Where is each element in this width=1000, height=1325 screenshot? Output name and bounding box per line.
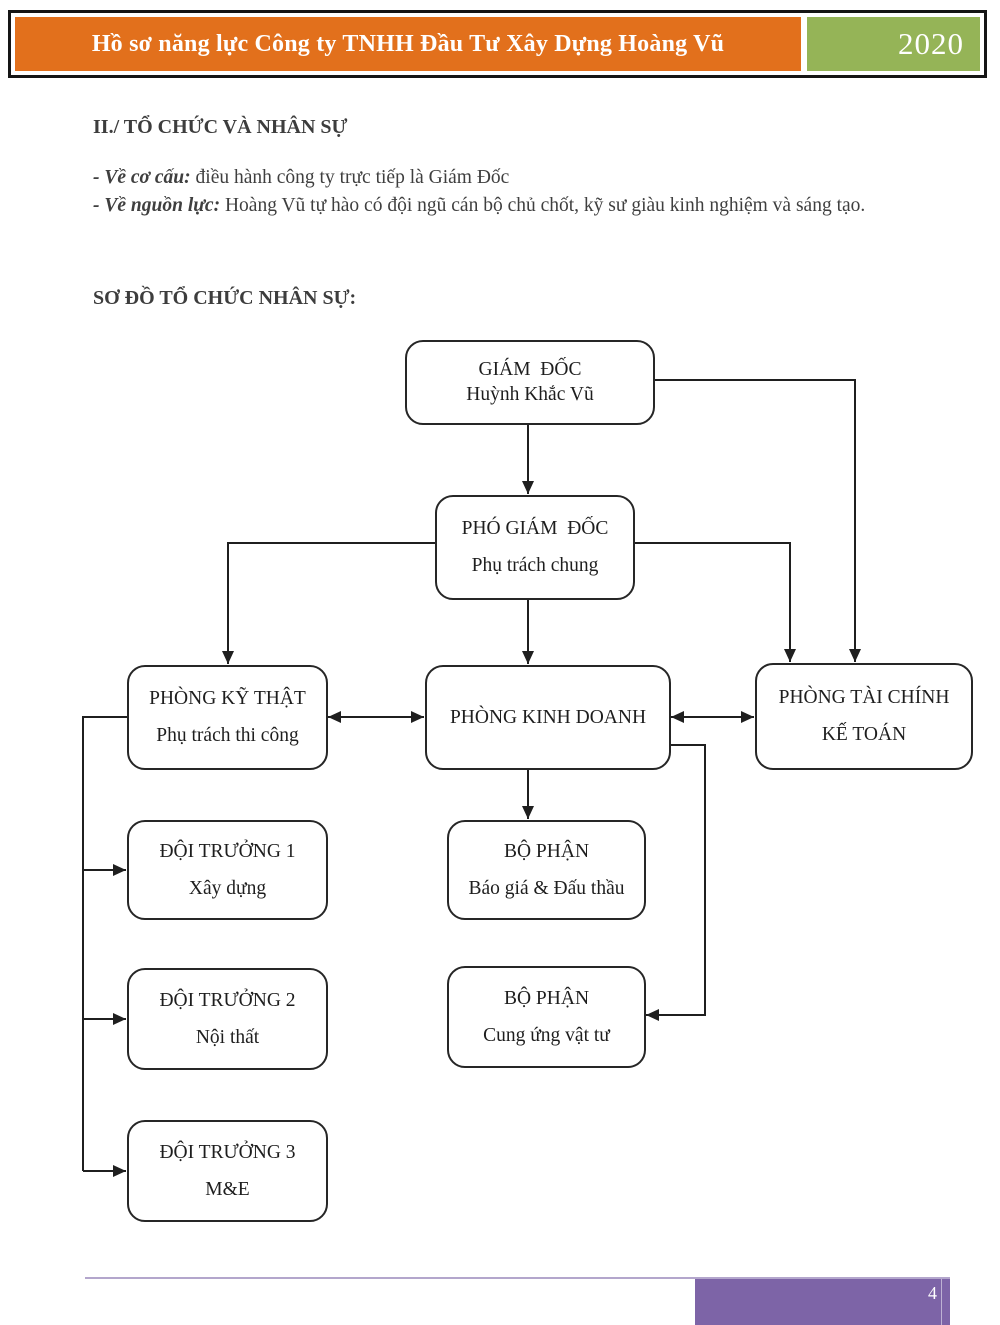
org-box-subtitle: Phụ trách thi công [156, 725, 299, 746]
org-box-title: PHÒNG KỸ THẬT [149, 688, 306, 709]
org-box-title: ĐỘI TRƯỞNG 3 [159, 1141, 296, 1163]
org-box-doi-truong-3 [127, 1120, 328, 1222]
org-box-title: ĐỘI TRƯỞNG 2 [159, 989, 296, 1011]
header-banner [8, 10, 987, 78]
org-box-subtitle: Báo giá & Đấu thầu [468, 877, 625, 899]
org-box-title: BỘ PHẬN [503, 840, 590, 862]
org-box-pho-giam-doc [435, 495, 635, 600]
org-box-title: PHÒNG KINH DOANH [449, 706, 647, 728]
org-box-bo-phan-bao-gia [447, 820, 646, 920]
org-box-doi-truong-1 [127, 820, 328, 920]
bullet-lead: - Về cơ cấu: [93, 167, 191, 188]
org-box-doi-truong-2 [127, 968, 328, 1070]
section-heading: II./ TỔ CHỨC VÀ NHÂN SỰ [93, 116, 348, 138]
org-box-subtitle: M&E [205, 1178, 250, 1200]
bullet-nguon-luc [93, 192, 945, 220]
bullet-text: Hoàng Vũ tự hào có đội ngũ cán bộ chủ chốt, kỹ sư giàu kinh nghiệm và sáng tạo. [220, 195, 866, 216]
bullet-text: điều hành công ty trực tiếp là Giám Đốc [190, 167, 510, 188]
section-body [93, 164, 945, 220]
org-box-phong-kinh-doanh [425, 665, 671, 770]
org-box-title: PHÓ GIÁM ĐỐC [461, 518, 609, 539]
org-box-subtitle: KẾ TOÁN [821, 724, 907, 745]
org-box-giam-doc [405, 340, 655, 425]
page-number: 4 [928, 1283, 937, 1303]
org-box-title: ĐỘI TRƯỞNG 1 [159, 840, 296, 862]
org-box-title: GIÁM ĐỐC [478, 359, 582, 380]
document-title: Hồ sơ năng lực Công ty TNHH Đầu Tư Xây Dựng Hoàng Vũ [91, 30, 725, 57]
header-title-block [15, 17, 801, 71]
org-box-title: BỘ PHẬN [503, 987, 590, 1009]
bullet-lead: - Về nguồn lực: [93, 195, 221, 216]
org-box-phong-ky-thuat [127, 665, 328, 770]
header-year-block [807, 17, 980, 71]
org-chart-heading: SƠ ĐỒ TỔ CHỨC NHÂN SỰ: [93, 287, 357, 309]
org-box-subtitle: Cung ứng vật tư [483, 1024, 610, 1046]
org-box-title: PHÒNG TÀI CHÍNH [778, 687, 950, 708]
org-box-phong-tai-chinh [755, 663, 973, 770]
org-box-subtitle: Huỳnh Khắc Vũ [466, 384, 594, 405]
org-box-subtitle: Phụ trách chung [471, 555, 599, 576]
org-box-subtitle: Nội thất [195, 1026, 260, 1048]
document-year: 2020 [898, 26, 964, 61]
org-box-bo-phan-cung-ung [447, 966, 646, 1068]
bullet-co-cau [93, 164, 945, 192]
org-box-subtitle: Xây dựng [188, 877, 267, 899]
footer-page-block [695, 1279, 950, 1325]
